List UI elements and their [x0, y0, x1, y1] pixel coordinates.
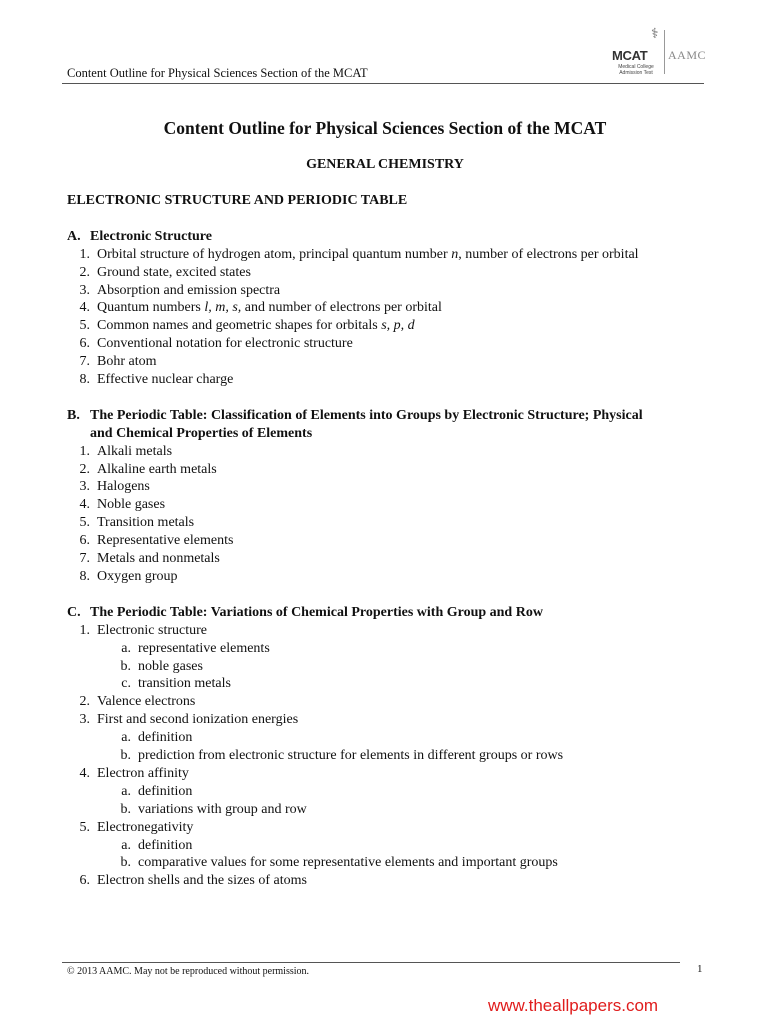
item-number: 4. — [79, 765, 90, 781]
list-item: 3. Absorption and emission spectra — [79, 282, 281, 298]
sub-item-letter: a. — [121, 783, 131, 799]
sub-list-item — [67, 801, 717, 819]
list-item — [67, 461, 717, 479]
sub-list-item — [67, 783, 717, 801]
list-item: 8. Effective nuclear charge — [79, 372, 234, 388]
subject-heading: GENERAL CHEMISTRY — [306, 157, 464, 172]
item-number: 6. — [79, 873, 90, 889]
sub-item-letter: b. — [120, 855, 131, 871]
list-item — [67, 819, 717, 837]
item-number: 4. — [79, 497, 90, 513]
outline-content — [67, 192, 717, 890]
section-a-title: A. Electronic Structure — [67, 228, 212, 244]
item-text: Alkaline earth metals — [97, 461, 217, 477]
section-b-list — [67, 443, 717, 586]
list-item: 6. Conventional notation for electronic structure — [79, 336, 353, 352]
sub-item-letter: b. — [120, 658, 131, 674]
item-number: 7. — [79, 551, 90, 567]
sub-list-item — [67, 854, 717, 872]
list-item — [67, 693, 717, 711]
item-number: 5. — [79, 819, 90, 835]
item-number: 1. — [79, 622, 90, 638]
mcat-aamc-logo — [612, 26, 707, 84]
list-item — [67, 443, 717, 461]
item-text: Noble gases — [97, 497, 166, 513]
list-item: 2. Ground state, excited states — [79, 264, 251, 280]
section-b-title-cont: and Chemical Properties of Elements — [90, 425, 313, 441]
sub-item-text: transition metals — [138, 676, 231, 692]
list-item — [67, 622, 717, 640]
section-c-title: C. The Periodic Table: Variations of Chemical Properties with Group and Row — [67, 604, 543, 620]
item-number: 3. — [79, 712, 90, 728]
sub-item-text: definition — [138, 837, 193, 853]
sub-list-item — [67, 640, 717, 658]
list-item — [67, 765, 717, 783]
item-number: 6. — [79, 533, 90, 549]
item-text: First and second ionization energies — [97, 712, 299, 728]
list-item — [67, 514, 717, 532]
sub-item-letter: a. — [121, 730, 131, 746]
sub-item-text: noble gases — [138, 658, 203, 674]
item-text: Valence electrons — [97, 694, 196, 710]
list-item — [67, 550, 717, 568]
list-item — [67, 568, 717, 586]
sub-item-letter: a. — [121, 640, 131, 656]
item-text: Alkali metals — [97, 443, 173, 459]
sub-item-letter: b. — [120, 801, 131, 817]
item-text: Metals and nonmetals — [97, 551, 220, 567]
item-text: Halogens — [97, 479, 150, 495]
copyright-notice: © 2013 AAMC. May not be reproduced without permission. — [67, 966, 310, 977]
sub-item-letter: a. — [121, 837, 131, 853]
list-item: 4. Quantum numbers l, m, s, and number of electrons per orbital — [79, 300, 442, 316]
list-item — [67, 478, 717, 496]
section-c-list — [67, 622, 717, 891]
item-number: 8. — [79, 569, 90, 584]
footer-rule — [62, 962, 680, 963]
item-number: 1. — [79, 443, 90, 459]
page-number: 1 — [697, 963, 703, 975]
logo-divider — [664, 30, 665, 74]
item-number: 2. — [79, 694, 90, 710]
section-heading: ELECTRONIC STRUCTURE AND PERIODIC TABLE — [67, 193, 408, 208]
sub-item-letter: b. — [120, 748, 131, 764]
item-number: 5. — [79, 515, 90, 531]
sub-list-item — [67, 729, 717, 747]
caduceus-icon: ⚕ — [651, 27, 659, 42]
sub-item-text: definition — [138, 730, 193, 746]
document-title: Content Outline for Physical Sciences Section of the MCAT — [163, 118, 607, 138]
item-number: 3. — [79, 479, 90, 495]
watermark-link[interactable]: www.theallpapers.com — [488, 996, 659, 1015]
list-item — [67, 711, 717, 729]
section-b-title: B. The Periodic Table: Classification of Elements into Groups by Electronic Structure; Physical — [67, 407, 643, 423]
sub-list-item — [67, 658, 717, 676]
list-item — [67, 532, 717, 550]
item-text: Electronegativity — [97, 819, 194, 835]
sub-list-item — [67, 747, 717, 765]
sub-item-text: variations with group and row — [138, 801, 307, 817]
running-header: Content Outline for Physical Sciences Section of the MCAT — [67, 66, 368, 80]
item-text: Electronic structure — [97, 622, 208, 638]
sub-item-text: prediction from electronic structure for elements in different groups or rows — [138, 748, 564, 764]
item-text: Electron shells and the sizes of atoms — [97, 873, 307, 889]
list-item: 1. Orbital structure of hydrogen atom, principal quantum number n, number of electrons per orbital — [79, 246, 639, 262]
item-text: Oxygen group — [97, 569, 178, 584]
sub-list-item — [67, 837, 717, 855]
logo-aamc-text: AAMC — [668, 48, 707, 62]
list-item — [67, 496, 717, 514]
sub-item-text: comparative values for some representative elements and important groups — [138, 855, 558, 871]
item-text: Electron affinity — [97, 765, 189, 781]
sub-list-item — [67, 675, 717, 693]
list-item: 7. Bohr atom — [79, 354, 157, 370]
item-text: Transition metals — [97, 515, 195, 531]
logo-mcat-text: MCAT — [612, 48, 648, 63]
sub-item-text: representative elements — [138, 640, 270, 656]
sub-item-text: definition — [138, 783, 193, 799]
sub-item-letter: c. — [121, 676, 131, 692]
logo-subtitle: Medical College Admission Test — [618, 64, 654, 76]
item-text: Representative elements — [97, 533, 234, 549]
header-rule — [62, 83, 704, 84]
list-item: 5. Common names and geometric shapes for orbitals s, p, d — [79, 318, 415, 334]
list-item — [67, 872, 717, 890]
item-number: 2. — [79, 461, 90, 477]
